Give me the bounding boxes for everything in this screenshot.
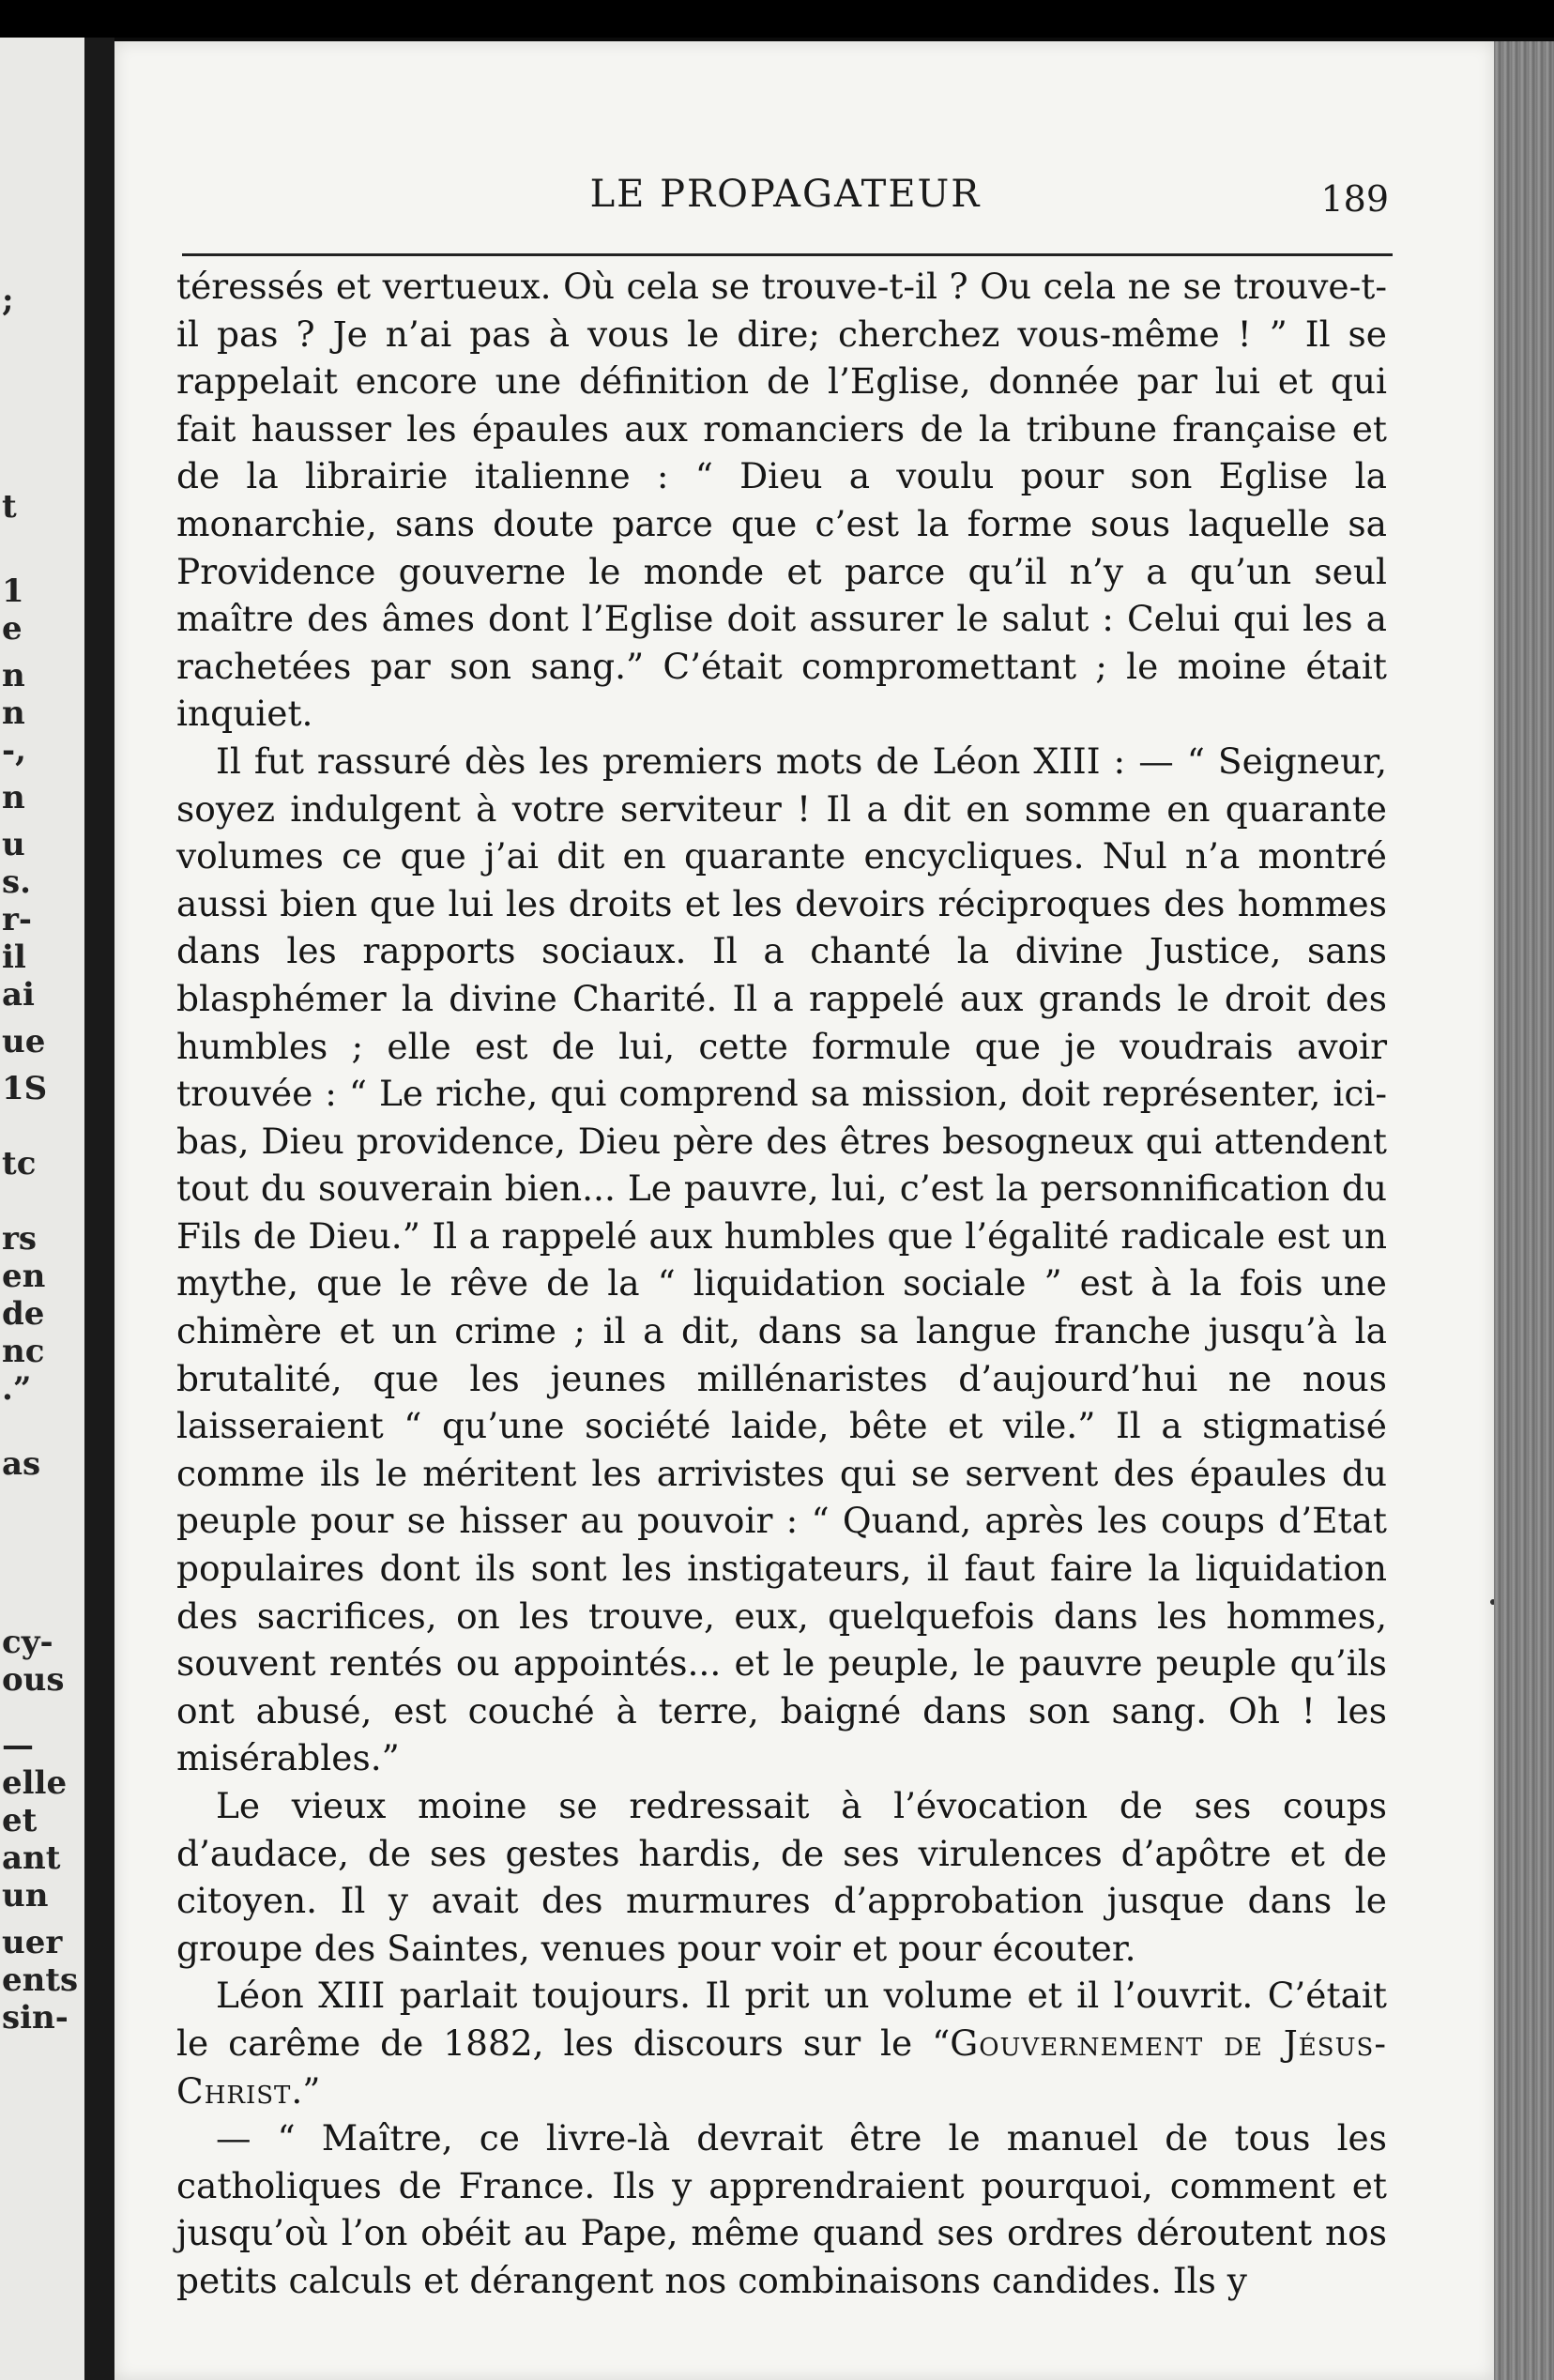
- adjacent-page-fragment: u: [2, 826, 25, 863]
- adjacent-page-fragment: uer: [2, 1924, 63, 1961]
- adjacent-page-fragment: 1S: [2, 1070, 48, 1107]
- page-stack-edge: [1494, 41, 1554, 2380]
- adjacent-page-fragment: ant: [2, 1839, 61, 1877]
- scan-top-border: [0, 0, 1554, 38]
- paragraph: [176, 1972, 1387, 2114]
- adjacent-page-fragment: .”: [2, 1370, 32, 1408]
- page-number: 189: [1320, 178, 1389, 220]
- adjacent-page-fragment: elle: [2, 1764, 68, 1802]
- adjacent-page-fragment: sin-: [2, 1999, 69, 2037]
- closing-quote: .”: [291, 2069, 321, 2112]
- page-header: [190, 173, 1389, 229]
- adjacent-page-fragment: cy-: [2, 1624, 53, 1661]
- adjacent-page-fragment: ous: [2, 1661, 65, 1699]
- adjacent-page-fragment: il: [2, 938, 26, 976]
- book-gutter: [84, 38, 114, 2380]
- adjacent-page-fragment: ai: [2, 976, 35, 1014]
- adjacent-page-fragment: ue: [2, 1023, 46, 1060]
- adjacent-page-fragment: en: [2, 1258, 46, 1295]
- book-page: [114, 41, 1494, 2380]
- book-title-small-caps: Gouvernement de Jésus-Christ: [176, 2021, 1387, 2112]
- paragraph: — “ Maître, ce livre-là devrait être le manuel de tous les catholiques de France. Ils y apprendraient pourquoi, comment et jusqu’où l’on obéit au Pape, même quand ses ordres déroutent nos petits calculs et dérangent nos combinaisons candides. Ils y: [176, 2117, 1387, 2301]
- adjacent-page-fragment: s.: [2, 863, 31, 901]
- running-title: LE PROPAGATEUR: [589, 173, 982, 216]
- adjacent-page-fragment: tc: [2, 1145, 37, 1182]
- adjacent-page-fragment: n: [2, 694, 25, 732]
- adjacent-page-fragment: un: [2, 1877, 49, 1915]
- adjacent-page-fragment: as: [2, 1445, 41, 1483]
- adjacent-page-fragment: rs: [2, 1220, 38, 1258]
- adjacent-page-fragment: ents: [2, 1961, 79, 1999]
- paragraph: Il fut rassuré dès les premiers mots de Léon XIII : — “ Seigneur, soyez indulgent à votre serviteur ! Il a dit en somme en quarante volumes ce que j’ai dit en quarante encycliques. Nul n’a montré aussi bien que lui les droits et les devoirs réciproques des hommes dans les rapports sociaux. Il a chanté la divine Justice, sans blasphémer la divine Charité. Il a rappelé aux grands le droit des humbles ; elle est de lui, cette formule que je voudrais avoir trouvée : “ Le riche, qui comprend sa mission, doit représenter, ici-bas, Dieu providence, Dieu père des êtres besogneux qui attendent tout du souverain bien... Le pauvre, lui, c’est la personnification du Fils de Dieu.” Il a rappelé aux humbles que l’égalité radicale est un mythe, que le rêve de la “ liquidation sociale ” est à la fois une chimère et un crime ; il a dit, dans sa langue franche jusqu’à la brutalité, que les jeunes millénaristes d’aujourd’hui ne nous laisseraient “ qu’une société laide, bête et vile.” Il a stigmatisé comme ils le méritent les arrivistes qui se servent des épaules du peuple pour se hisser au pouvoir : “ Quand, après les coups d’Etat populaires dont ils sont les instigateurs, il faut faire la liquidation des sacrifices, on les trouve, eux, quelquefois dans les hommes, souvent rentés ou appointés... et le peuple, le pauvre peuple qu’ils ont abusé, est couché à terre, baigné dans son sang. Oh ! les misérables.”: [176, 740, 1387, 1779]
- adjacent-page-fragment: 1: [2, 572, 24, 610]
- adjacent-page-fragment: r-: [2, 901, 33, 938]
- adjacent-page-edge: [0, 38, 84, 2380]
- header-rule: [182, 253, 1393, 256]
- adjacent-page-fragment: ;: [2, 282, 14, 319]
- paragraph: Le vieux moine se redressait à l’évocation de ses coups d’audace, de ses gestes hardis, de ses virulences d’apôtre et de citoyen. Il y avait des murmures d’approbation jusque dans le groupe des Saintes, venues pour voir et pour écouter.: [176, 1785, 1387, 1969]
- adjacent-page-fragment: et: [2, 1802, 38, 1839]
- paragraph: téressés et vertueux. Où cela se trouve-t-il ? Ou cela ne se trouve-t-il pas ? Je n’ai pas à vous le dire; cherchez vous-même ! ” Il se rappelait encore une définition de l’Eglise, donnée par lui et qui fait hausser les épaules aux romanciers de la tribune française et de la librairie italienne : “ Dieu a voulu pour son Eglise la monarchie, sans doute parce que c’est la forme sous laquelle sa Providence gouverne le monde et parce qu’il n’y a qu’un seul maître des âmes dont l’Eglise doit assurer le salut : Celui qui les a rachetées par son sang.” C’était compromettant ; le moine était inquiet.: [176, 266, 1387, 735]
- adjacent-page-fragment: t: [2, 488, 17, 526]
- adjacent-page-fragment: n: [2, 779, 25, 816]
- body-text: [176, 263, 1387, 2305]
- adjacent-page-fragment: nc: [2, 1333, 45, 1370]
- adjacent-page-fragment: n: [2, 657, 25, 694]
- adjacent-page-fragment: —: [2, 1727, 34, 1764]
- adjacent-page-fragment: -,: [2, 732, 26, 770]
- paragraph-text: Léon XIII parlait toujours. Il prit un volume et il l’ouvrit. C’était le carême de 1882, les discours sur le “: [176, 1975, 1387, 2064]
- adjacent-page-fragment: e: [2, 610, 23, 648]
- adjacent-page-fragment: de: [2, 1295, 45, 1333]
